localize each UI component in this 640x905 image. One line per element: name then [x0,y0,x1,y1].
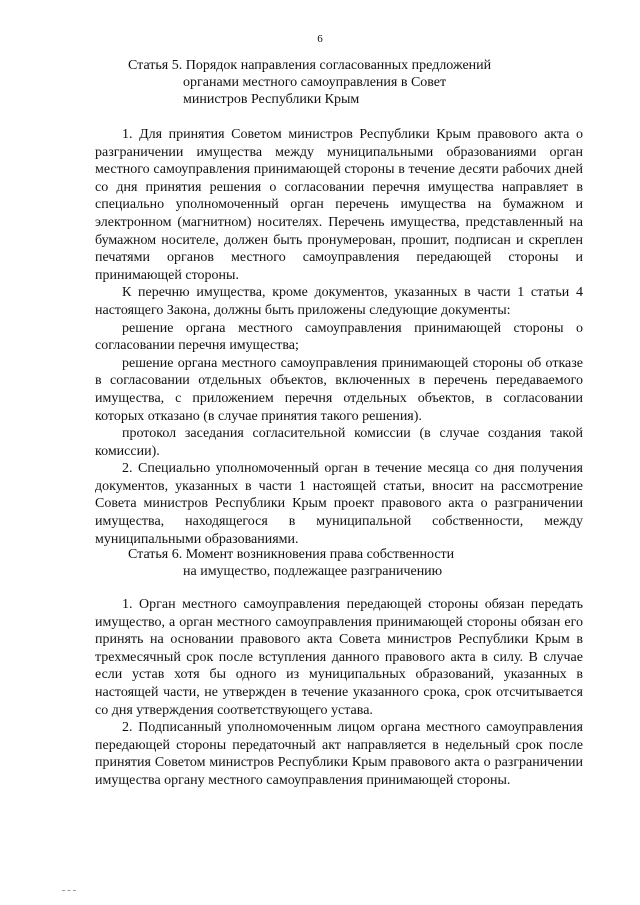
article-6-heading-line: на имущество, подлежащее разграничению [183,564,443,579]
article-5-heading-line: органами местного самоуправления в Совет [183,75,447,90]
article-5-paragraph: решение органа местного самоуправления принимающей стороны об отказе в согласовании отдельных объектов, включенных в перечень передаваемого имущества, с приложением перечня отдельных объектов, в согласовании которых отказано (в случае принятия такого решения). [95,355,583,424]
article-5-paragraph: решение органа местного самоуправления принимающей стороны о согласовании перечня имущества; [95,320,583,354]
article-5-paragraph: К перечню имущества, кроме документов, указанных в части 1 статьи 4 настоящего Закона, должны быть приложены следующие документы: [95,285,583,318]
article-6-paragraph: 1. Орган местного самоуправления передающей стороны обязан передать имущество, а орган местного самоуправления принимающей стороны обязан его принять на основании правового акта Совета министров Республики Крым в трехмесячный срок после вступления данного правового акта в силу. В случае если устав хотя бы одного из муниципальных образований, указанных в настоящей части, не утвержден в течение указанного срока, срок отсчитывается со дня утверждения соответствующего устава. [95,597,583,718]
article-5-heading-line: Статья 5. Порядок направления согласованных предложений [128,58,492,73]
article-5-paragraph: 2. Специально уполномоченный орган в течение месяца со дня получения документов, указанных в части 1 настоящей статьи, вносит на рассмотрение Совета министров Республики Крым проект правового акта о разграничении имущества, находящегося в муниципальной собственности, между муниципальными образованиями. [95,461,583,547]
page-number: 6 [317,33,323,45]
article-5-heading-line: министров Республики Крым [183,92,360,107]
scan-margin-mark [62,890,76,891]
article-6-paragraph: 2. Подписанный уполномоченным лицом органа местного самоуправления передающей стороны передаточный акт направляется в недельный срок после принятия Советом министров Республики Крым правового акта о разграничении имущества органу местного самоуправления принимающей стороны. [95,720,583,788]
article-5-paragraph: 1. Для принятия Советом министров Республики Крым правового акта о разграничении имущества между муниципальными образованиями орган местного самоуправления принимающей стороны в течение десяти рабочих дней со дня принятия решения о согласовании перечня имущества направляет в специально уполномоченный орган перечень имущества на бумажном и электронном (магнитном) носителях. Перечень имущества, представленный на бумажном носителе, должен быть пронумерован, прошит, подписан и скреплен печатями органов местного самоуправления передающей стороны и принимающей стороны. [95,127,583,283]
article-6-body [95,596,583,790]
article-6-heading [128,546,528,580]
article-5-paragraph: протокол заседания согласительной комиссии (в случае создания такой комиссии). [95,426,583,459]
article-6-heading-line: Статья 6. Момент возникновения права собственности [128,547,455,562]
article-5-body [95,126,583,548]
article-5-heading [128,57,528,108]
